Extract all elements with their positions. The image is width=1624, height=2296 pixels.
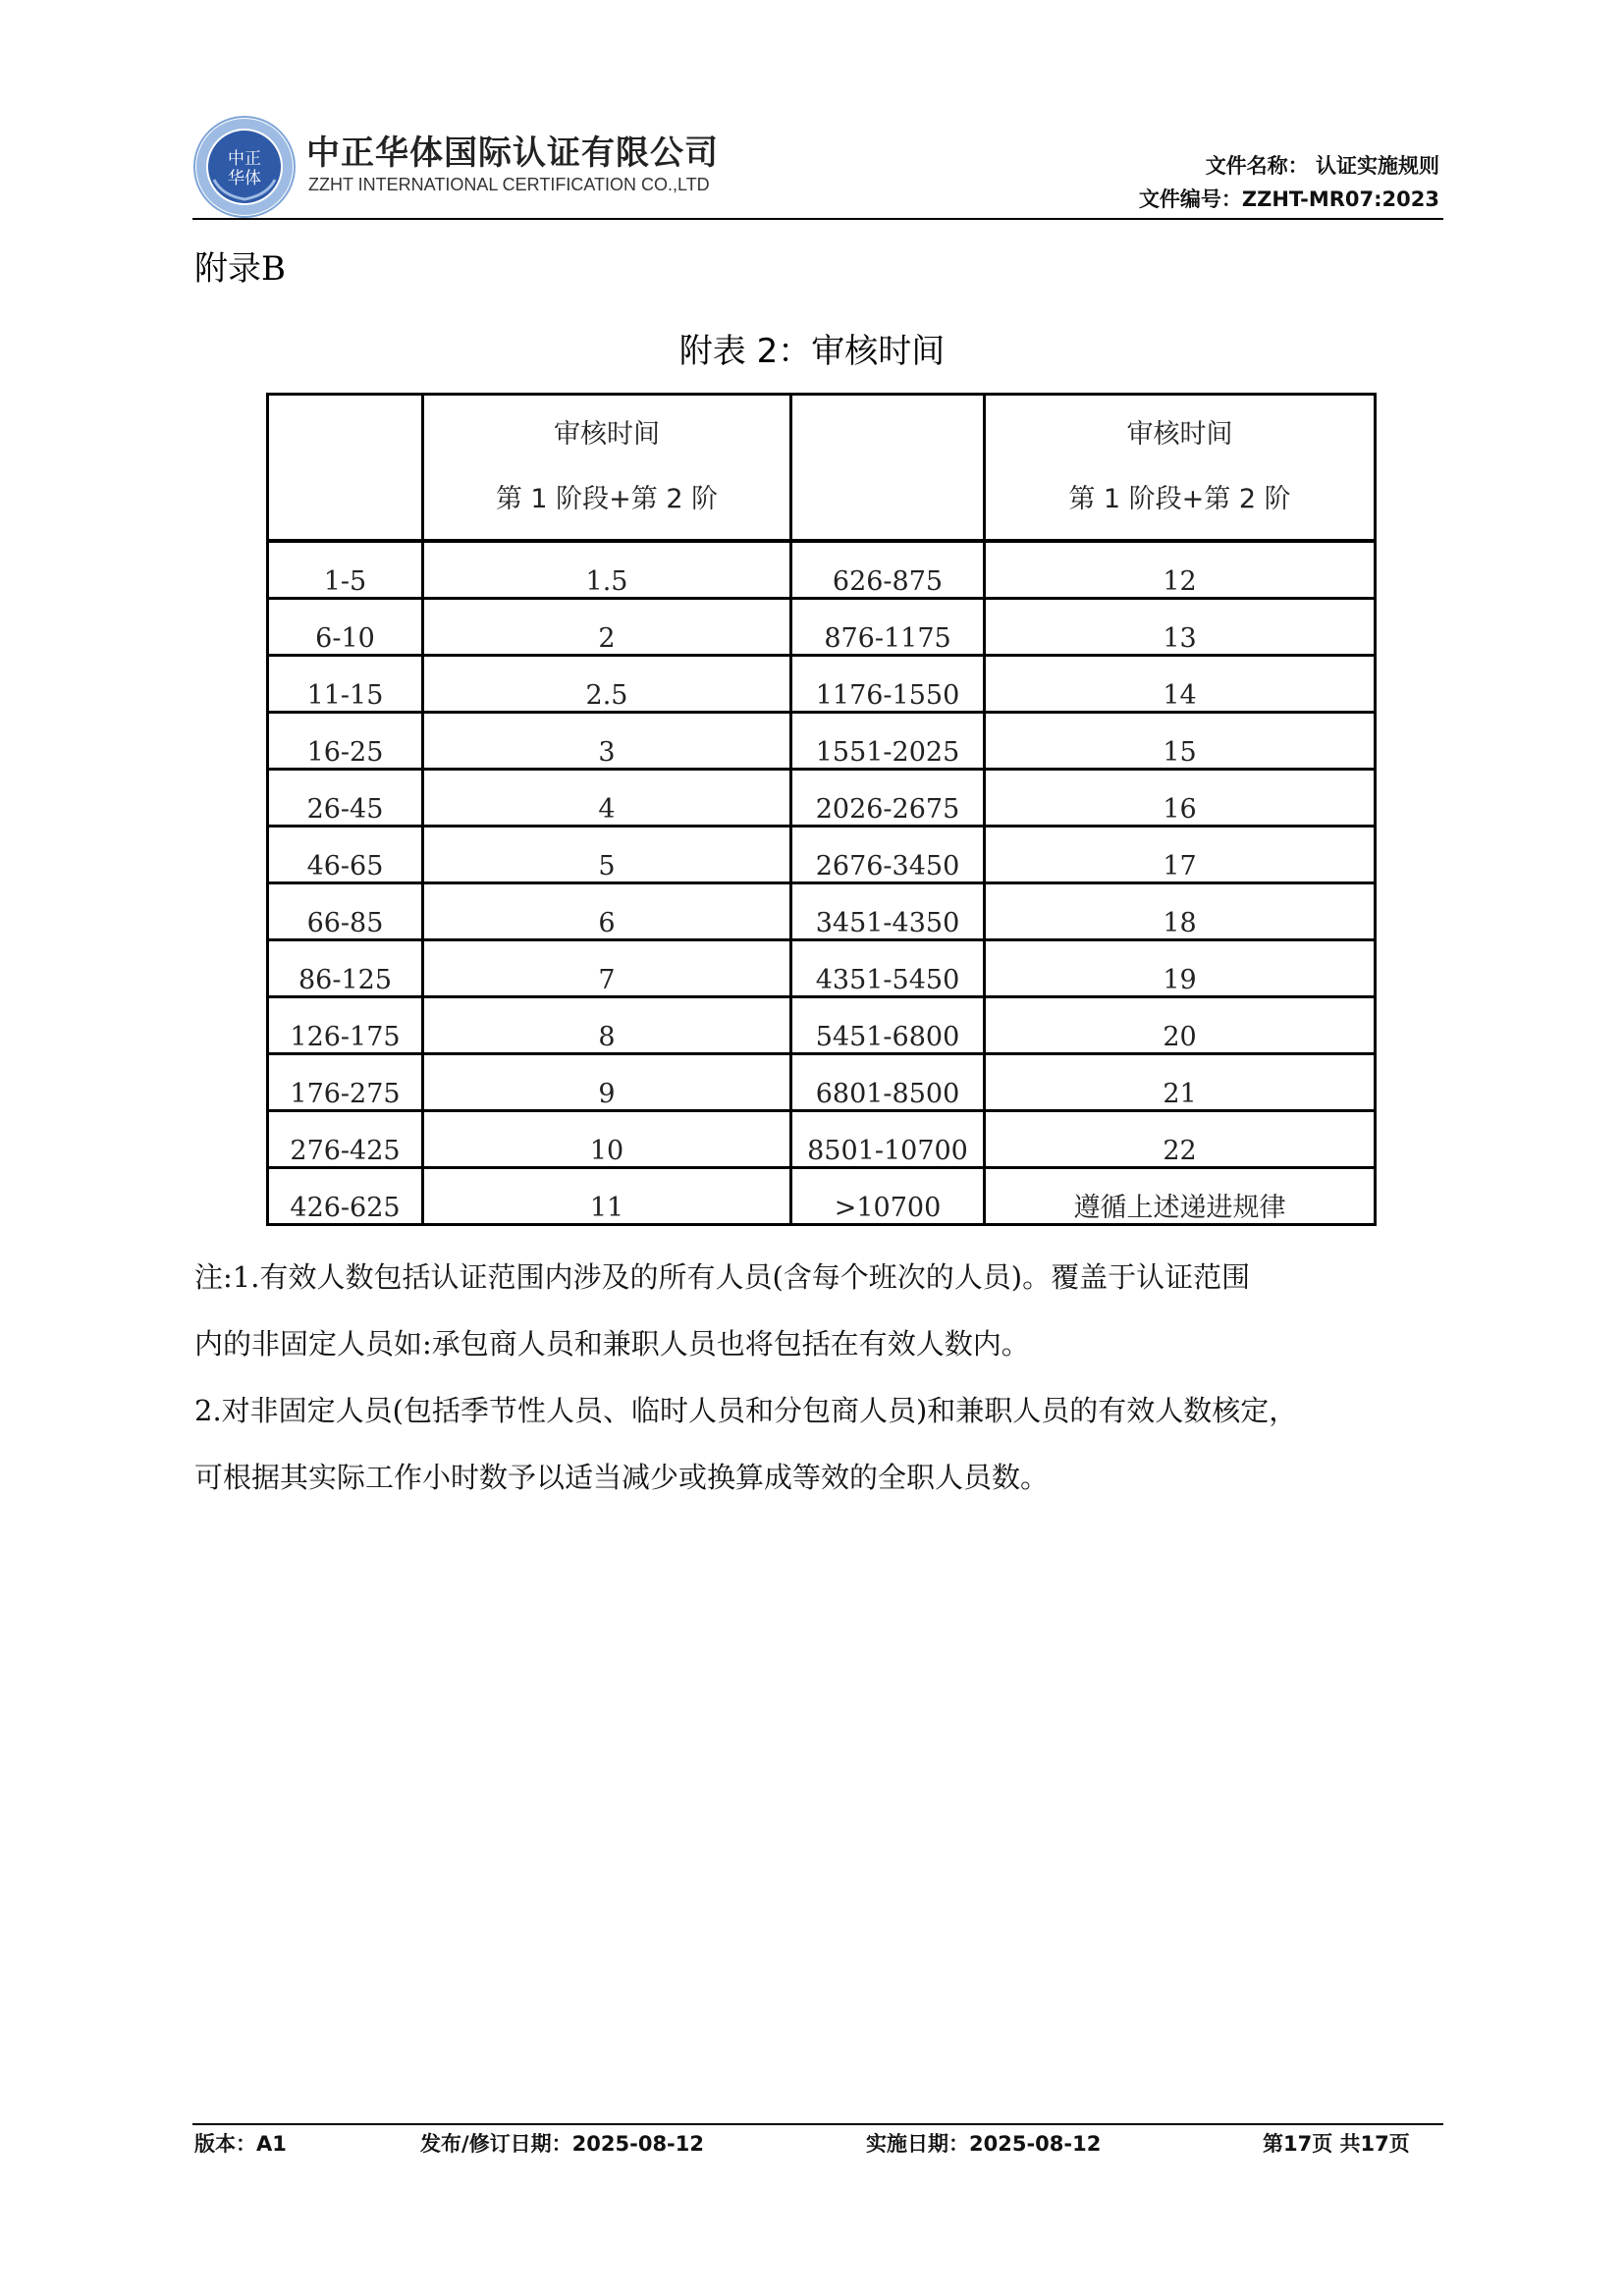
cell-range-a: 46-65: [268, 827, 423, 883]
header-cell-range-b: [791, 395, 985, 542]
header-time-a-line1: 审核时间: [554, 419, 660, 450]
cell-time-a: 4: [423, 770, 791, 827]
note-line-3: 2.对非固定人员(包括季节性人员、临时人员和分包商人员)和兼职人员的有效人数核定，: [194, 1394, 1298, 1427]
document-number: 文件编号：ZZHT-MR07:2023: [1138, 187, 1439, 211]
note-line-4: 可根据其实际工作小时数予以适当减少或换算成等效的全职人员数。: [194, 1461, 1050, 1494]
cell-range-b: 3451-4350: [791, 883, 985, 940]
footer-effective-date: 实施日期：2025-08-12: [866, 2132, 1102, 2156]
cell-time-b: 14: [985, 656, 1376, 713]
cell-time-a: 8: [423, 997, 791, 1054]
cell-range-a: 16-25: [268, 713, 423, 770]
document-meta: [1139, 149, 1439, 216]
cell-range-a: 6-10: [268, 599, 423, 656]
document-name: 文件名称： 认证实施规则: [1205, 154, 1439, 178]
cell-range-b: 1176-1550: [791, 656, 985, 713]
logo-text-top: 中正: [228, 149, 261, 169]
table-title: 附表 2：审核时间: [678, 332, 946, 371]
cell-time-a: 2.5: [423, 656, 791, 713]
cell-time-b: 15: [985, 713, 1376, 770]
cell-range-b: 876-1175: [791, 599, 985, 656]
cell-time-b: 19: [985, 940, 1376, 997]
footer-version: 版本：A1: [194, 2132, 287, 2156]
company-name-en: ZZHT INTERNATIONAL CERTIFICATION CO.,LTD: [308, 175, 710, 194]
table-row: [268, 656, 1376, 713]
cell-time-a: 5: [423, 827, 791, 883]
cell-range-b: 626-875: [791, 541, 985, 599]
header-cell-range-a: [268, 395, 423, 542]
cell-range-a: 1-5: [268, 541, 423, 599]
table-row: [268, 997, 1376, 1054]
audit-time-table-wrapper: [266, 393, 1374, 1225]
cell-time-a: 2: [423, 599, 791, 656]
table-row: [268, 1054, 1376, 1111]
table-row: [268, 599, 1376, 656]
cell-time-a: 1.5: [423, 541, 791, 599]
company-name-cn: 中正华体国际认证有限公司: [306, 133, 719, 173]
cell-range-a: 426-625: [268, 1168, 423, 1225]
cell-time-b: 18: [985, 883, 1376, 940]
cell-time-a: 9: [423, 1054, 791, 1111]
cell-time-a: 11: [423, 1168, 791, 1225]
cell-range-a: 86-125: [268, 940, 423, 997]
cell-time-b: 16: [985, 770, 1376, 827]
header-cell-time-b: [985, 395, 1376, 542]
footer-divider: [192, 2123, 1443, 2125]
cell-time-b: 22: [985, 1111, 1376, 1168]
table-row: [268, 1168, 1376, 1225]
cell-range-a: 176-275: [268, 1054, 423, 1111]
cell-time-a: 7: [423, 940, 791, 997]
cell-range-b: 2676-3450: [791, 827, 985, 883]
footer-issue-date: 发布/修订日期：2025-08-12: [420, 2132, 704, 2156]
cell-range-b: >10700: [791, 1168, 985, 1225]
table-row: [268, 713, 1376, 770]
cell-time-a: 3: [423, 713, 791, 770]
table-header-row: [268, 395, 1376, 542]
cell-time-b: 12: [985, 541, 1376, 599]
header-time-a-line2: 第 1 阶段+第 2 阶: [495, 484, 719, 514]
cell-range-b: 4351-5450: [791, 940, 985, 997]
table-row: [268, 541, 1376, 599]
cell-range-a: 276-425: [268, 1111, 423, 1168]
cell-range-a: 26-45: [268, 770, 423, 827]
footer-page-number: 第17页 共17页: [1263, 2132, 1410, 2156]
cell-time-b: 21: [985, 1054, 1376, 1111]
cell-time-b: 13: [985, 599, 1376, 656]
appendix-title: 附录B: [194, 249, 286, 289]
table-row: [268, 940, 1376, 997]
cell-range-b: 1551-2025: [791, 713, 985, 770]
cell-range-b: 8501-10700: [791, 1111, 985, 1168]
cell-range-a: 126-175: [268, 997, 423, 1054]
audit-time-table: [266, 393, 1377, 1226]
header-cell-time-a: [423, 395, 791, 542]
cell-range-b: 2026-2675: [791, 770, 985, 827]
cell-time-b: 17: [985, 827, 1376, 883]
header-time-b-line2: 第 1 阶段+第 2 阶: [1068, 484, 1291, 514]
cell-time-a: 10: [423, 1111, 791, 1168]
cell-range-b: 6801-8500: [791, 1054, 985, 1111]
header-divider: [192, 218, 1443, 220]
cell-time-b: 20: [985, 997, 1376, 1054]
note-line-1: 注:1.有效人数包括认证范围内涉及的所有人员(含每个班次的人员)。覆盖于认证范围: [194, 1260, 1251, 1294]
note-line-2: 内的非固定人员如:承包商人员和兼职人员也将包括在有效人数内。: [194, 1327, 1030, 1361]
cell-time-b: 遵循上述递进规律: [985, 1168, 1376, 1225]
header-time-b-line1: 审核时间: [1126, 419, 1233, 450]
logo-text-bottom: 华体: [228, 169, 261, 188]
company-logo: [192, 115, 297, 219]
cell-range-b: 5451-6800: [791, 997, 985, 1054]
table-row: [268, 770, 1376, 827]
table-row: [268, 827, 1376, 883]
cell-range-a: 11-15: [268, 656, 423, 713]
table-row: [268, 1111, 1376, 1168]
cell-range-a: 66-85: [268, 883, 423, 940]
cell-time-a: 6: [423, 883, 791, 940]
table-row: [268, 883, 1376, 940]
